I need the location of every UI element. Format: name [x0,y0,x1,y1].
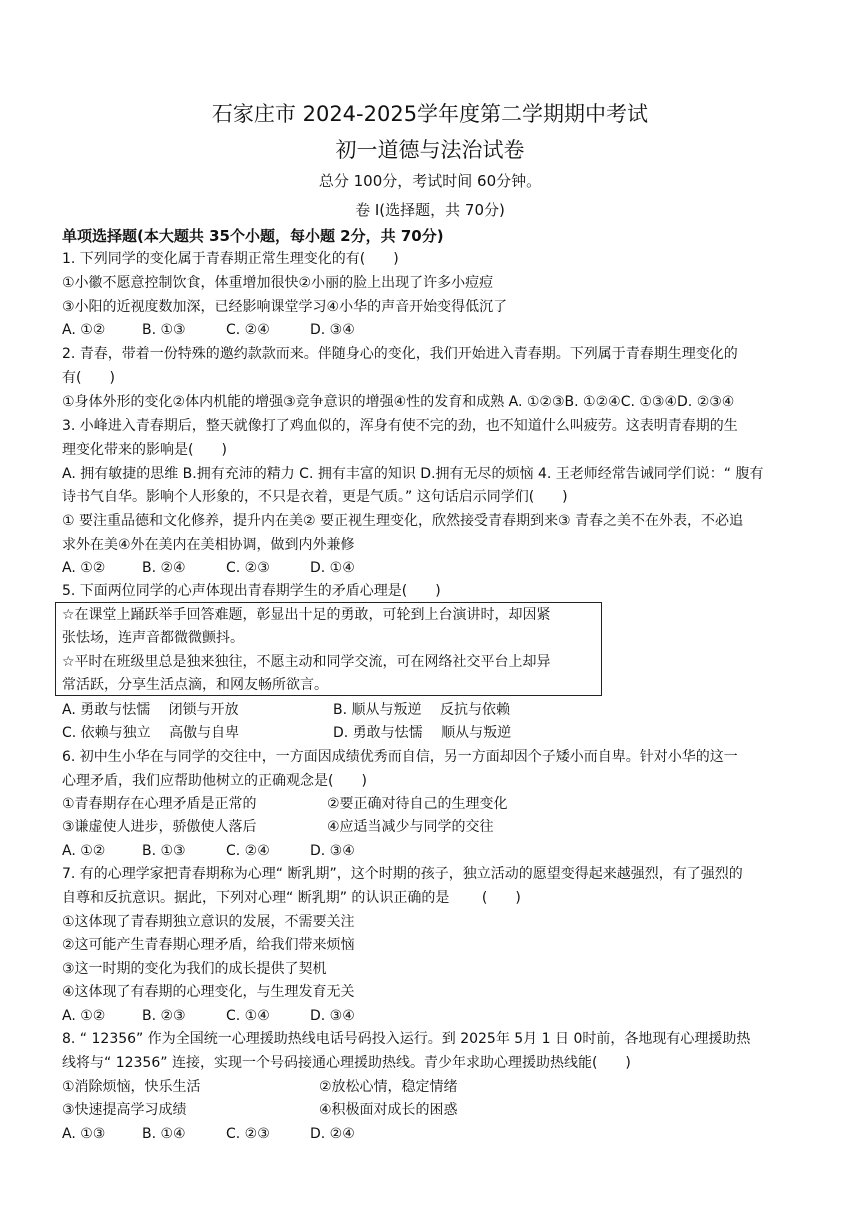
q5-option-a: A. 勇敢与怯懦 闭锁与开放 [62,702,239,718]
q6-stem-2: 心理矛盾，我们应帮助他树立的正确观念是( ) [62,773,367,789]
q6-statement-4: ④应适当减少与同学的交往 [327,819,494,835]
q6-statement-3: ③谦虚使人进步，骄傲使人落后 [62,819,257,835]
q7-statement-3: ③这一时期的变化为我们的成长提供了契机 [62,961,327,977]
q7-stem-2: 自尊和反抗意识。据此，下列对心理“ 断乳期” 的认识正确的是 ( ) [62,890,521,906]
q2-stem-2: 有( ) [62,370,115,386]
section-heading: 单项选择题(本大题共 35个小题，每小题 2分，共 70分) [62,227,444,245]
q5-quote-1b: 张怯场，连声音都微微颤抖。 [62,630,244,646]
q6-stem-1: 6. 初中生小华在与同学的交往中，一方面因成绩优秀而自信，另一方面却因个子矮小而自卑。针对小华的这一 [62,749,738,765]
q3-stem-1: 3. 小峰进入青春期后，整天就像打了鸡血似的，浑身有使不完的劲，也不知道什么叫疲劳。这表明青春期的生 [62,418,738,434]
q5-quote-2a: ☆平时在班级里总是独来独往，不愿主动和同学交流，可在网络社交平台上却异 [62,654,551,670]
q8-statement-4: ④积极面对成长的困惑 [319,1102,458,1118]
q8-statement-3: ③快速提高学习成绩 [62,1102,187,1118]
q7-statement-2: ②这可能产生青春期心理矛盾，给我们带来烦恼 [62,937,355,953]
q8-option-d: D. ②④ [310,1126,355,1142]
exam-subtitle: 初一道德与法治试卷 [335,138,525,162]
q5-quote-1a: ☆在课堂上踊跃举手回答难题，彰显出十足的勇敢，可轮到上台演讲时，却因紧 [62,607,551,623]
q4-stem-2: 诗书气自华。影响个人形象的，不只是衣着，更是气质。” 这句话启示同学们( ) [62,489,568,505]
q1-stem: 1. 下列同学的变化属于青春期正常生理变化的有( ) [62,251,399,267]
q8-option-b: B. ①④ [142,1126,186,1142]
q8-option-a: A. ①③ [62,1126,106,1142]
q4-option-a: A. ①② [62,560,106,576]
q1-statement-1: ①小徽不愿意控制饮食，体重增加很快②小丽的脸上出现了许多小痘痘 [62,275,494,291]
exam-part: 卷 I(选择题，共 70分) [355,201,505,219]
exam-title: 石家庄市 2024-2025学年度第二学期期中考试 [211,102,649,126]
q4-option-b: B. ②④ [142,560,186,576]
q4-option-d: D. ①④ [310,560,355,576]
q4-statement-2: 求外在美④外在美内在美相协调，做到内外兼修 [62,537,355,553]
q4-statement-1: ① 要注重品德和文化修养，提升内在美② 要正视生理变化，欣然接受青春期到来③ 青春之美不在外表，不必追 [62,513,744,529]
q2-statement: ①身体外形的变化②体内机能的增强③竞争意识的增强④性的发育和成熟 A. ①②③B. ①②④C. ①③④D. ②③④ [62,394,735,410]
q7-statement-4: ④这体现了有春期的心理变化，与生理发育无关 [62,984,355,1000]
q1-option-b: B. ①③ [142,322,186,338]
q8-option-c: C. ②③ [226,1126,270,1142]
q8-statement-1: ①消除烦恼，快乐生活 [62,1079,201,1095]
q7-option-a: A. ①② [62,1008,106,1024]
q6-option-c: C. ②④ [226,843,270,859]
q1-option-a: A. ①② [62,322,106,338]
q7-option-d: D. ③④ [310,1008,355,1024]
q3-options-q4-stem: A. 拥有敏捷的思维 B.拥有充沛的精力 C. 拥有丰富的知识 D.拥有无尽的烦恼 4. 王老师经常告诫同学们说：“ 腹有 [62,466,764,482]
q7-stem-1: 7. 有的心理学家把青春期称为心理“ 断乳期”，这个时期的孩子，独立活动的愿望变得起来越强烈，有了强烈的 [62,866,743,882]
q7-option-c: C. ①④ [226,1008,270,1024]
q6-option-d: D. ③④ [310,843,355,859]
q5-option-c: C. 依赖与独立 高傲与自卑 [62,725,240,741]
q6-statement-1: ①青春期存在心理矛盾是正常的 [62,796,257,812]
q7-statement-1: ①这体现了青春期独立意识的发展，不需要关注 [62,914,355,930]
exam-info: 总分 100分，考试时间 60分钟。 [318,172,542,190]
q1-option-c: C. ②④ [226,322,270,338]
q5-stem: 5. 下面两位同学的心声体现出青春期学生的矛盾心理是( ) [62,583,441,599]
q1-statement-2: ③小阳的近视度数加深，已经影响课堂学习④小华的声音开始变得低沉了 [62,299,508,315]
q6-option-b: B. ①③ [142,843,186,859]
q1-option-d: D. ③④ [310,322,355,338]
q6-statement-2: ②要正确对待自己的生理变化 [327,796,508,812]
q7-option-b: B. ②③ [142,1008,186,1024]
q6-option-a: A. ①② [62,843,106,859]
q3-stem-2: 理变化带来的影响是( ) [62,442,227,458]
q2-stem-1: 2. 青春，带着一份特殊的邀约款款而来。伴随身心的变化，我们开始进入青春期。下列属于青春期生理变化的 [62,346,738,362]
q5-quote-2b: 常活跃，分享生活点滴，和网友畅所欲言。 [62,677,328,693]
q5-option-b: B. 顺从与叛逆 反抗与依赖 [333,702,510,718]
q5-option-d: D. 勇敢与怯懦 顺从与叛逆 [333,725,512,741]
q8-stem-1: 8. “ 12356” 作为全国统一心理援助热线电话号码投入运行。到 2025年 5月 1 日 0时前，各地现有心理援助热 [62,1031,751,1047]
q8-statement-2: ②放松心情，稳定情绪 [319,1079,458,1095]
q4-option-c: C. ②③ [226,560,270,576]
q8-stem-2: 线将与“ 12356” 连接，实现一个号码接通心理援助热线。青少年求助心理援助热线能( ) [62,1055,631,1071]
